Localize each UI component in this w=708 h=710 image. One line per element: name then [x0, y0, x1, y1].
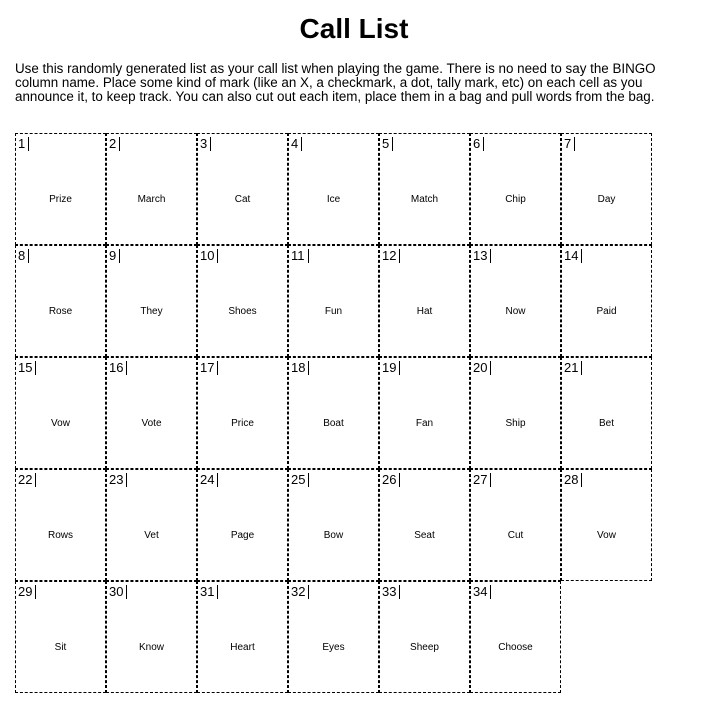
cell-word: Ship	[505, 418, 526, 429]
call-list-cell	[15, 581, 106, 693]
cell-number: 3	[200, 137, 211, 151]
cell-number: 24	[200, 473, 218, 487]
call-list-cell	[106, 133, 197, 245]
cell-number: 15	[18, 361, 36, 375]
call-list-cell	[561, 245, 652, 357]
call-list-cell	[197, 245, 288, 357]
call-list-cell	[106, 469, 197, 581]
call-list-cell	[197, 581, 288, 693]
cell-word: Cut	[507, 530, 524, 541]
cell-number: 6	[473, 137, 484, 151]
instructions-text: Use this randomly generated list as your call list when playing the game. There is no need to say the BINGO column name. Place some kind of mark (like an X, a checkmark, a dot, tally mark, etc) on each cell as you announce it, to keep track. You can also cut out each item, place them in a bag and pull words from the bag.	[15, 61, 656, 104]
cell-number: 2	[109, 137, 120, 151]
cell-word: Chip	[505, 194, 526, 205]
cell-number: 14	[564, 249, 582, 263]
call-list-cell	[379, 469, 470, 581]
cell-word: Boat	[323, 418, 344, 429]
call-list-cell	[288, 357, 379, 469]
call-list-cell	[197, 133, 288, 245]
cell-word: Day	[597, 194, 616, 205]
call-list-cell	[106, 581, 197, 693]
cell-number: 19	[382, 361, 400, 375]
call-list-cell	[561, 469, 652, 581]
cell-number: 5	[382, 137, 393, 151]
cell-number: 16	[109, 361, 127, 375]
cell-number: 1	[18, 137, 29, 151]
cell-number: 23	[109, 473, 127, 487]
call-list-cell	[15, 357, 106, 469]
cell-number: 29	[18, 585, 36, 599]
cell-number: 12	[382, 249, 400, 263]
cell-number: 27	[473, 473, 491, 487]
call-list-cell	[470, 469, 561, 581]
call-list-cell	[379, 357, 470, 469]
call-list-cell	[379, 581, 470, 693]
cell-number: 26	[382, 473, 400, 487]
call-list-cell	[470, 133, 561, 245]
page-title: Call List	[299, 13, 409, 44]
cell-number: 20	[473, 361, 491, 375]
call-list-cell	[288, 133, 379, 245]
cell-number: 28	[564, 473, 582, 487]
cell-word: Fun	[324, 306, 343, 317]
cell-word: Sheep	[410, 642, 439, 653]
cell-word: Heart	[230, 642, 255, 653]
cell-word: Fan	[415, 418, 434, 429]
cell-word: Rose	[48, 306, 73, 317]
call-list-cell	[197, 357, 288, 469]
cell-number: 17	[200, 361, 218, 375]
cell-number: 9	[109, 249, 120, 263]
cell-word: Hat	[416, 306, 433, 317]
cell-word: Sit	[54, 642, 67, 653]
cell-number: 13	[473, 249, 491, 263]
cell-number: 30	[109, 585, 127, 599]
cell-number: 31	[200, 585, 218, 599]
cell-word: Vote	[141, 418, 162, 429]
call-list-cell	[15, 133, 106, 245]
cell-number: 22	[18, 473, 36, 487]
cell-number: 10	[200, 249, 218, 263]
call-list-cell	[470, 581, 561, 693]
cell-number: 21	[564, 361, 582, 375]
cell-number: 25	[291, 473, 309, 487]
cell-word: Now	[505, 306, 526, 317]
call-list-cell	[470, 357, 561, 469]
cell-word: Seat	[414, 530, 435, 541]
cell-word: Ice	[326, 194, 341, 205]
call-list-cell	[379, 245, 470, 357]
cell-word: Price	[231, 418, 254, 429]
cell-word: Vow	[597, 530, 616, 541]
call-list-cell	[470, 245, 561, 357]
cell-number: 7	[564, 137, 575, 151]
cell-word: Page	[230, 530, 255, 541]
cell-word: Cat	[234, 194, 251, 205]
cell-word: Bow	[323, 530, 344, 541]
cell-word: Eyes	[322, 642, 345, 653]
cell-word: Rows	[47, 530, 73, 541]
cell-word: Vet	[144, 530, 159, 541]
call-list-cell	[197, 469, 288, 581]
cell-word: March	[137, 194, 166, 205]
cell-number: 34	[473, 585, 491, 599]
cell-word: Bet	[598, 418, 614, 429]
cell-number: 32	[291, 585, 309, 599]
call-list-cell	[15, 245, 106, 357]
call-list-cell	[288, 469, 379, 581]
call-list-cell	[288, 581, 379, 693]
cell-number: 33	[382, 585, 400, 599]
cell-number: 18	[291, 361, 309, 375]
call-list-cell	[106, 245, 197, 357]
cell-number: 4	[291, 137, 302, 151]
call-list-cell	[15, 469, 106, 581]
cell-number: 8	[18, 249, 29, 263]
cell-word: Shoes	[228, 306, 257, 317]
call-list-cell	[379, 133, 470, 245]
cell-word: They	[140, 306, 163, 317]
cell-number: 11	[291, 249, 309, 263]
cell-word: Choose	[498, 642, 533, 653]
cell-word: Vow	[51, 418, 70, 429]
call-list-cell	[288, 245, 379, 357]
call-list-cell	[106, 357, 197, 469]
cell-word: Prize	[49, 194, 72, 205]
cell-word: Match	[410, 194, 439, 205]
cell-word: Paid	[596, 306, 617, 317]
call-list-cell	[561, 133, 652, 245]
cell-word: Know	[138, 642, 164, 653]
call-list-cell	[561, 357, 652, 469]
